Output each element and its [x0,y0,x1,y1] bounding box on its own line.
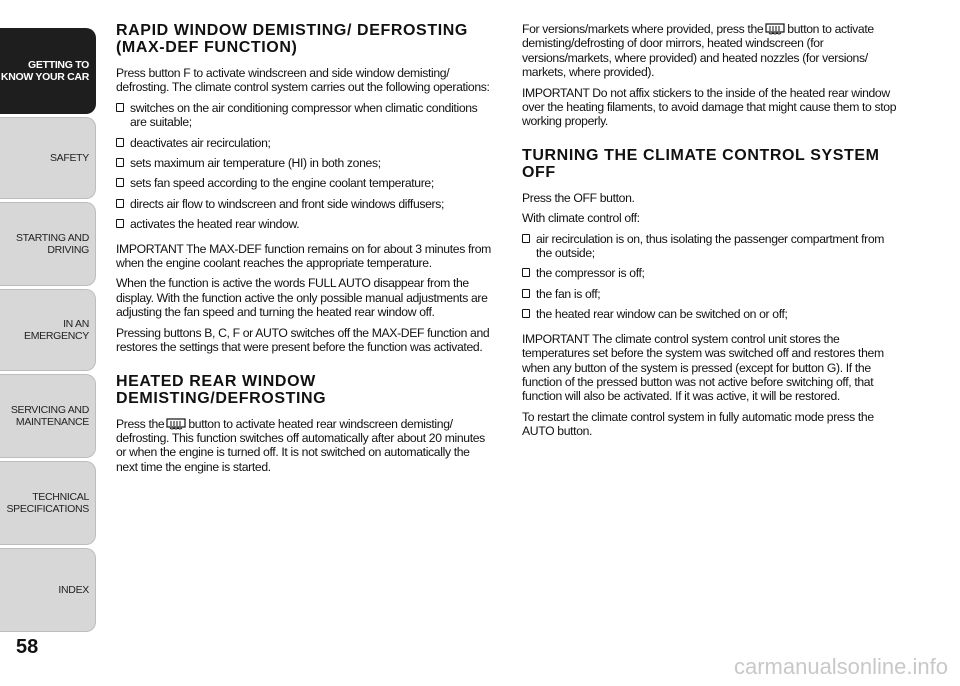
tab-safety[interactable]: SAFETY [0,117,96,199]
tab-in-an-emergency[interactable]: IN AN EMERGENCY [0,289,96,371]
tab-starting-and-driving[interactable]: STARTING AND DRIVING [0,202,96,286]
list-item: sets fan speed according to the engine coolant temperature; [116,176,494,190]
tab-technical-specifications[interactable]: TECHNICAL SPECIFICATIONS [0,461,96,545]
section-heading-heated-rear-window: HEATED REAR WINDOW DEMISTING/DEFROSTING [116,372,327,407]
section-heading-max-def: RAPID WINDOW DEMISTING/ DEFROSTING (MAX-DEF FUNCTION) [116,22,468,56]
left-column [116,22,494,480]
chapter-sidebar [0,0,100,686]
right-column [522,22,900,445]
max-def-display-note: When the function is active the words FULL AUTO disappear from the display. With the function active the only possible manual adjustments are adjusting the fan speed and turning the heated rear window off. [116,276,488,320]
page-number: 58 [16,636,39,658]
list-item: the compressor is off; [522,266,900,280]
max-def-switch-off-note: Pressing buttons B, C, F or AUTO switches off the MAX-DEF function and restores the settings that were present before the function was activated. [116,325,490,355]
checkbox-bullet-icon [522,234,530,243]
climate-off-list [522,232,900,322]
list-item: deactivates air recirculation; [116,136,494,150]
checkbox-bullet-icon [116,219,124,228]
checkbox-bullet-icon [116,178,124,187]
restart-auto-text: To restart the climate control system in fully automatic mode press the AUTO button. [522,409,874,439]
heated-rear-window-icon [166,418,186,430]
checkbox-bullet-icon [116,158,124,167]
list-item: activates the heated rear window. [116,217,494,231]
section-heading-turning-off: TURNING THE CLIMATE CONTROL SYSTEM OFF [522,146,880,181]
max-def-operations-list [116,101,494,232]
memory-important-note: IMPORTANT The climate control system control unit stores the temperatures set before the system was switched off and restores them when any button of the system is pressed (except for button G). If the function of the pressed button was not active before switching off, that function will also be activated. If it was active, it will be restored. [522,331,884,404]
checkbox-bullet-icon [522,268,530,277]
list-item: sets maximum air temperature (HI) in both zones; [116,156,494,170]
list-item: air recirculation is on, thus isolating the passenger compartment from the outside; [522,232,900,261]
heated-mirrors-icon [765,23,785,35]
checkbox-bullet-icon [522,309,530,318]
checkbox-bullet-icon [116,138,124,147]
tab-getting-to-know-your-car[interactable]: GETTING TO KNOW YOUR CAR [0,28,96,114]
tab-index[interactable]: INDEX [0,548,96,632]
checkbox-bullet-icon [522,289,530,298]
list-item: switches on the air conditioning compressor when climatic conditions are suitable; [116,101,494,130]
heated-rear-window-text: Press the button to activate heated rear windscreen demisting/ defrosting. This function switches off automatically after about 20 minutes or when the engine is turned off. It is not switched on automatically the next time the engine is started. [116,416,485,474]
press-off-text: Press the OFF button. [522,190,635,205]
tab-servicing-and-maintenance[interactable]: SERVICING AND MAINTENANCE [0,374,96,458]
watermark: carmanualsonline.info [733,654,948,679]
list-item: the heated rear window can be switched on or off; [522,307,900,321]
checkbox-bullet-icon [116,199,124,208]
checkbox-bullet-icon [116,103,124,112]
stickers-important-note: IMPORTANT Do not affix stickers to the inside of the heated rear window over the heating filaments, to avoid damage that might cause them to stop working properly. [522,85,897,129]
heated-mirrors-text: For versions/markets where provided, press the button to activate demisting/defrosting of door mirrors, heated windscreen (for versions/markets, where provided) and heated nozzles (for versions/ markets, where provided). [522,22,874,80]
list-item: the fan is off; [522,287,900,301]
climate-off-intro: With climate control off: [522,211,640,226]
max-def-important-note: IMPORTANT The MAX-DEF function remains on for about 3 minutes from when the engine coolant reaches the appropriate temperature. [116,241,491,271]
list-item: directs air flow to windscreen and front side windows diffusers; [116,197,494,211]
max-def-intro: Press button F to activate windscreen and side window demisting/ defrosting. The climate control system carries out the following operations: [116,66,490,95]
